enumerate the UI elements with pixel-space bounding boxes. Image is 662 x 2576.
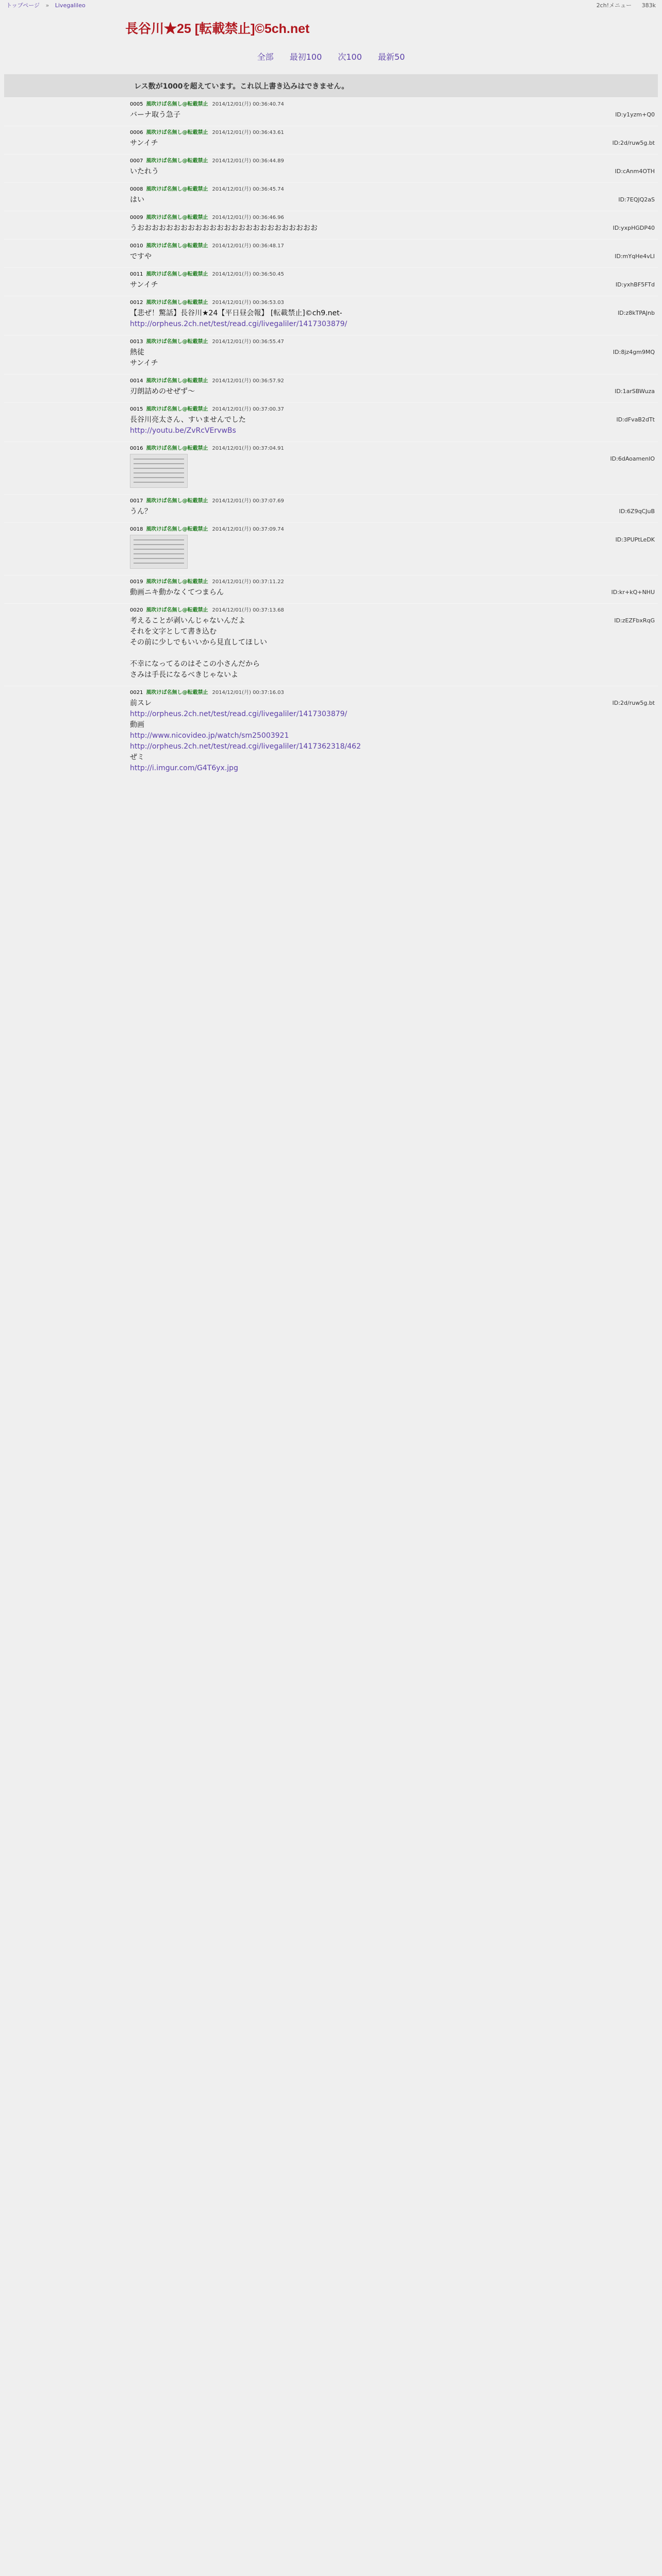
post-text: サンイチ [130, 359, 158, 367]
post-meta [130, 498, 658, 504]
post-number[interactable]: 0014 [130, 378, 143, 384]
post-id[interactable]: ID:yxhBF5FTd [615, 281, 655, 288]
menu-link[interactable]: 2ch!メニュー [596, 2, 632, 9]
post-number[interactable]: 0005 [130, 101, 143, 107]
post-id[interactable]: ID:mYqHe4vLI [615, 253, 655, 260]
post-number[interactable]: 0013 [130, 339, 143, 345]
post-id[interactable]: ID:z8kTPAJnb [618, 310, 655, 316]
header-right [588, 0, 656, 11]
post-date: 2014/12/01(月) 00:37:16.03 [212, 690, 284, 696]
post-meta [130, 689, 658, 696]
breadcrumb-board[interactable]: Livegalileo [55, 2, 86, 9]
post-meta [130, 129, 658, 136]
post-author: 風吹けば名無し@転載禁止 [146, 187, 208, 192]
post-date: 2014/12/01(月) 00:37:07.69 [212, 498, 284, 504]
post-text: サンイチ [130, 281, 158, 289]
post-author: 風吹けば名無し@転載禁止 [146, 579, 208, 585]
post-body [130, 415, 658, 436]
nav-first100[interactable]: 最初100 [289, 52, 322, 62]
post-number[interactable]: 0018 [130, 527, 143, 532]
post [4, 522, 658, 575]
post-date: 2014/12/01(月) 00:36:50.45 [212, 272, 284, 277]
post-meta [130, 378, 658, 384]
post-body [130, 386, 658, 397]
post-id[interactable]: ID:2d/ruw5g.bt [612, 700, 655, 706]
post-preface: 熱徒 [130, 348, 144, 357]
post-text: 考えることが剥いんじゃないんだよ それを文字として書き込む その前に少しでもいいから見直してほしい 不幸になってるのはそこの小さんだから さみは手長になるべきじゃないよ [130, 617, 267, 679]
breadcrumb-separator: » [45, 2, 49, 9]
post-date: 2014/12/01(月) 00:36:44.89 [212, 158, 284, 164]
post [4, 154, 658, 182]
post-id[interactable]: ID:2d/ruw5g.bt [612, 140, 655, 146]
post-date: 2014/12/01(月) 00:36:40.74 [212, 101, 284, 107]
top-bar [0, 0, 662, 13]
post-meta [130, 406, 658, 413]
post-date: 2014/12/01(月) 00:36:43.61 [212, 130, 284, 135]
thread-size: 383k [641, 2, 656, 9]
post-id[interactable]: ID:kr+kQ+NHU [611, 589, 655, 596]
post-body [130, 308, 658, 330]
post-meta [130, 158, 658, 164]
post-body [130, 698, 658, 774]
post-text: ぜミ [130, 753, 144, 761]
post-meta [130, 214, 658, 221]
post-body [130, 347, 658, 369]
post-date: 2014/12/01(月) 00:37:13.68 [212, 607, 284, 613]
post-author: 風吹けば名無し@転載禁止 [146, 243, 208, 249]
post-body [130, 616, 658, 681]
post-text: 刃朗詰めのせぜず〜 [130, 387, 195, 396]
post-id[interactable]: ID:6Z9qCJuB [619, 508, 655, 515]
post-number[interactable]: 0008 [130, 187, 143, 192]
post-author: 風吹けば名無し@転載禁止 [146, 607, 208, 613]
post-body [130, 223, 658, 234]
post-date: 2014/12/01(月) 00:36:57.92 [212, 378, 284, 384]
post-author: 風吹けば名無し@転載禁止 [146, 272, 208, 277]
post-meta [130, 101, 658, 108]
post-number[interactable]: 0019 [130, 579, 143, 585]
post-body [130, 280, 658, 291]
post-link[interactable]: http://www.nicovideo.jp/watch/sm25003921 [130, 732, 289, 740]
post-text: 前スレ [130, 699, 152, 707]
post-meta [130, 579, 658, 585]
post-author: 風吹けば名無し@転載禁止 [146, 446, 208, 451]
post-number[interactable]: 0016 [130, 446, 143, 451]
post-meta [130, 526, 658, 533]
post-id[interactable]: ID:7EQJQ2aS [618, 196, 655, 203]
nav-next100[interactable]: 次100 [338, 52, 362, 62]
post-number[interactable]: 0007 [130, 158, 143, 164]
nav-latest50[interactable]: 最新50 [378, 52, 405, 62]
post-text: 長谷川亮太さん、すいませんでした [130, 416, 246, 424]
post-date: 2014/12/01(月) 00:37:11.22 [212, 579, 284, 585]
post [4, 603, 658, 686]
post-link[interactable]: http://youtu.be/ZvRcVErvwBs [130, 427, 236, 435]
post-text: サンイチ [130, 139, 158, 147]
post-body [130, 251, 658, 262]
post-meta [130, 243, 658, 249]
nav-all[interactable]: 全部 [257, 52, 274, 62]
post [4, 442, 658, 494]
post-link[interactable]: http://orpheus.2ch.net/test/read.cgi/livegaliler/1417362318/462 [130, 742, 361, 751]
post-id[interactable]: ID:yxpHGDP40 [613, 225, 655, 231]
post [4, 97, 658, 126]
post [4, 267, 658, 296]
thread-nav [0, 50, 662, 74]
post-date: 2014/12/01(月) 00:36:46.96 [212, 215, 284, 221]
post-author: 風吹けば名無し@転載禁止 [146, 101, 208, 107]
post-meta [130, 271, 658, 278]
post-meta [130, 299, 658, 306]
post [4, 494, 658, 522]
post-body [130, 166, 658, 177]
post [4, 402, 658, 442]
post-list [4, 97, 658, 779]
post-number[interactable]: 0020 [130, 607, 143, 613]
post-text: 動画ニキ動かなくてつまらん [130, 588, 224, 597]
post-id[interactable]: ID:y1yzm+Q0 [615, 111, 655, 118]
post-number[interactable]: 0011 [130, 272, 143, 277]
breadcrumb-home[interactable]: トップページ [6, 2, 40, 9]
post-id[interactable]: ID:zEZFbxRqG [614, 617, 655, 624]
post-body [130, 587, 658, 598]
post-date: 2014/12/01(月) 00:36:48.17 [212, 243, 284, 249]
post-text: いたれう [130, 167, 159, 176]
image-thumbnail[interactable] [130, 454, 188, 488]
post-date: 2014/12/01(月) 00:37:04.91 [212, 446, 284, 451]
post-id[interactable]: ID:8jz4gm9MQ [613, 349, 655, 355]
post [4, 182, 658, 211]
post-date: 2014/12/01(月) 00:36:45.74 [212, 187, 284, 192]
thread-full-notice: レス数が1000を超えています。これ以上書き込みはできません。 [4, 74, 658, 97]
post-text: うん？ [130, 507, 152, 516]
post-meta [130, 186, 658, 193]
post [4, 335, 658, 374]
post-body [130, 138, 658, 149]
post-text: はい [130, 196, 144, 204]
post-author: 風吹けば名無し@転載禁止 [146, 406, 208, 412]
image-thumbnail[interactable] [130, 535, 188, 569]
post-id[interactable]: ID:3PUPtLeDK [615, 536, 655, 543]
post-link[interactable]: http://orpheus.2ch.net/test/read.cgi/livegaliler/1417303879/ [130, 710, 347, 718]
post [4, 575, 658, 603]
post [4, 126, 658, 154]
post-body [130, 195, 658, 206]
post-author: 風吹けば名無し@転載禁止 [146, 378, 208, 384]
post-text: 【悲ぜ！驚話】長谷川★24【平日昼会報】 [転載禁止]©ch9.net- [130, 309, 342, 317]
post-link[interactable]: http://orpheus.2ch.net/test/read.cgi/livegaliler/1417303879/ [130, 320, 347, 328]
post-body [130, 535, 658, 569]
post [4, 296, 658, 335]
post-id[interactable]: ID:dFvaB2dTt [616, 416, 655, 423]
post-author: 風吹けば名無し@転載禁止 [146, 300, 208, 306]
post-number[interactable]: 0006 [130, 130, 143, 135]
post-text: うおおおおおおおおおおおおおおおおおおおおおおおおお [130, 224, 318, 232]
post-author: 風吹けば名無し@転載禁止 [146, 130, 208, 135]
post-number[interactable]: 0010 [130, 243, 143, 249]
post-author: 風吹けば名無し@転載禁止 [146, 690, 208, 696]
post-body [130, 454, 658, 488]
post-id[interactable]: ID:6dAoamenIO [610, 455, 655, 462]
post-meta [130, 338, 658, 345]
post-number[interactable]: 0017 [130, 498, 143, 504]
post-text: 動画 [130, 721, 144, 729]
post-id[interactable]: ID:1arSBWuza [615, 388, 655, 395]
post [4, 686, 658, 779]
post-text: ですや [130, 252, 152, 261]
post-author: 風吹けば名無し@転載禁止 [146, 215, 208, 221]
post-date: 2014/12/01(月) 00:36:53.03 [212, 300, 284, 306]
post-date: 2014/12/01(月) 00:37:00.37 [212, 406, 284, 412]
post-body [130, 506, 658, 517]
post [4, 211, 658, 239]
post-id[interactable]: ID:cAnm4OTH [615, 168, 655, 175]
post-date: 2014/12/01(月) 00:36:55.47 [212, 339, 284, 345]
post-number[interactable]: 0012 [130, 300, 143, 306]
post-author: 風吹けば名無し@転載禁止 [146, 339, 208, 345]
post-author: 風吹けば名無し@転載禁止 [146, 527, 208, 532]
post-date: 2014/12/01(月) 00:37:09.74 [212, 527, 284, 532]
post-author: 風吹けば名無し@転載禁止 [146, 158, 208, 164]
post-number[interactable]: 0009 [130, 215, 143, 221]
post [4, 374, 658, 402]
post-number[interactable]: 0015 [130, 406, 143, 412]
post-text: バーナ取う急子 [130, 111, 180, 119]
post-number[interactable]: 0021 [130, 690, 143, 696]
post-body [130, 110, 658, 121]
post-link[interactable]: http://i.imgur.com/G4T6yx.jpg [130, 764, 238, 772]
post-meta [130, 607, 658, 614]
post [4, 239, 658, 267]
post-author: 風吹けば名無し@転載禁止 [146, 498, 208, 504]
thread-title: 長谷川★25 [転載禁止]©5ch.net [125, 22, 310, 36]
post-meta [130, 445, 658, 452]
